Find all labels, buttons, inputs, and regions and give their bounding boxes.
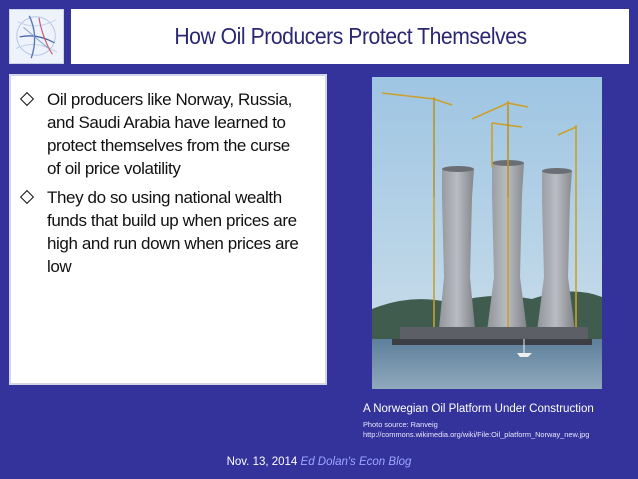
photo-caption: A Norwegian Oil Platform Under Construction xyxy=(363,403,594,415)
bullet-item xyxy=(18,186,300,278)
footer-date: Nov. 13, 2014 xyxy=(226,456,298,468)
bullet-list xyxy=(18,88,300,284)
bullet-text: They do so using national wealth funds that build up when prices are high and run down when prices are low xyxy=(47,188,299,276)
slide-title: How Oil Producers Protect Themselves xyxy=(173,23,527,49)
diamond-bullet-icon xyxy=(20,190,34,204)
oil-platform-photo xyxy=(372,77,602,389)
footer-blog-link[interactable]: Ed Dolan's Econ Blog xyxy=(300,456,412,468)
bullet-text: Oil producers like Norway, Russia, and Saudi Arabia have learned to protect themselves from the curse of oil price volatility xyxy=(47,90,292,178)
photo-credit xyxy=(363,420,589,440)
photo-credit-url: http://commons.wikimedia.org/wiki/File:Oil_platform_Norway_new.jpg xyxy=(363,430,590,439)
bullet-item xyxy=(18,88,300,180)
slide-footer xyxy=(0,456,638,468)
title-bar xyxy=(71,9,629,64)
photo-credit-source: Photo source: Ranveig xyxy=(363,420,438,429)
globe-logo-icon xyxy=(9,9,64,64)
diamond-bullet-icon xyxy=(20,92,34,106)
